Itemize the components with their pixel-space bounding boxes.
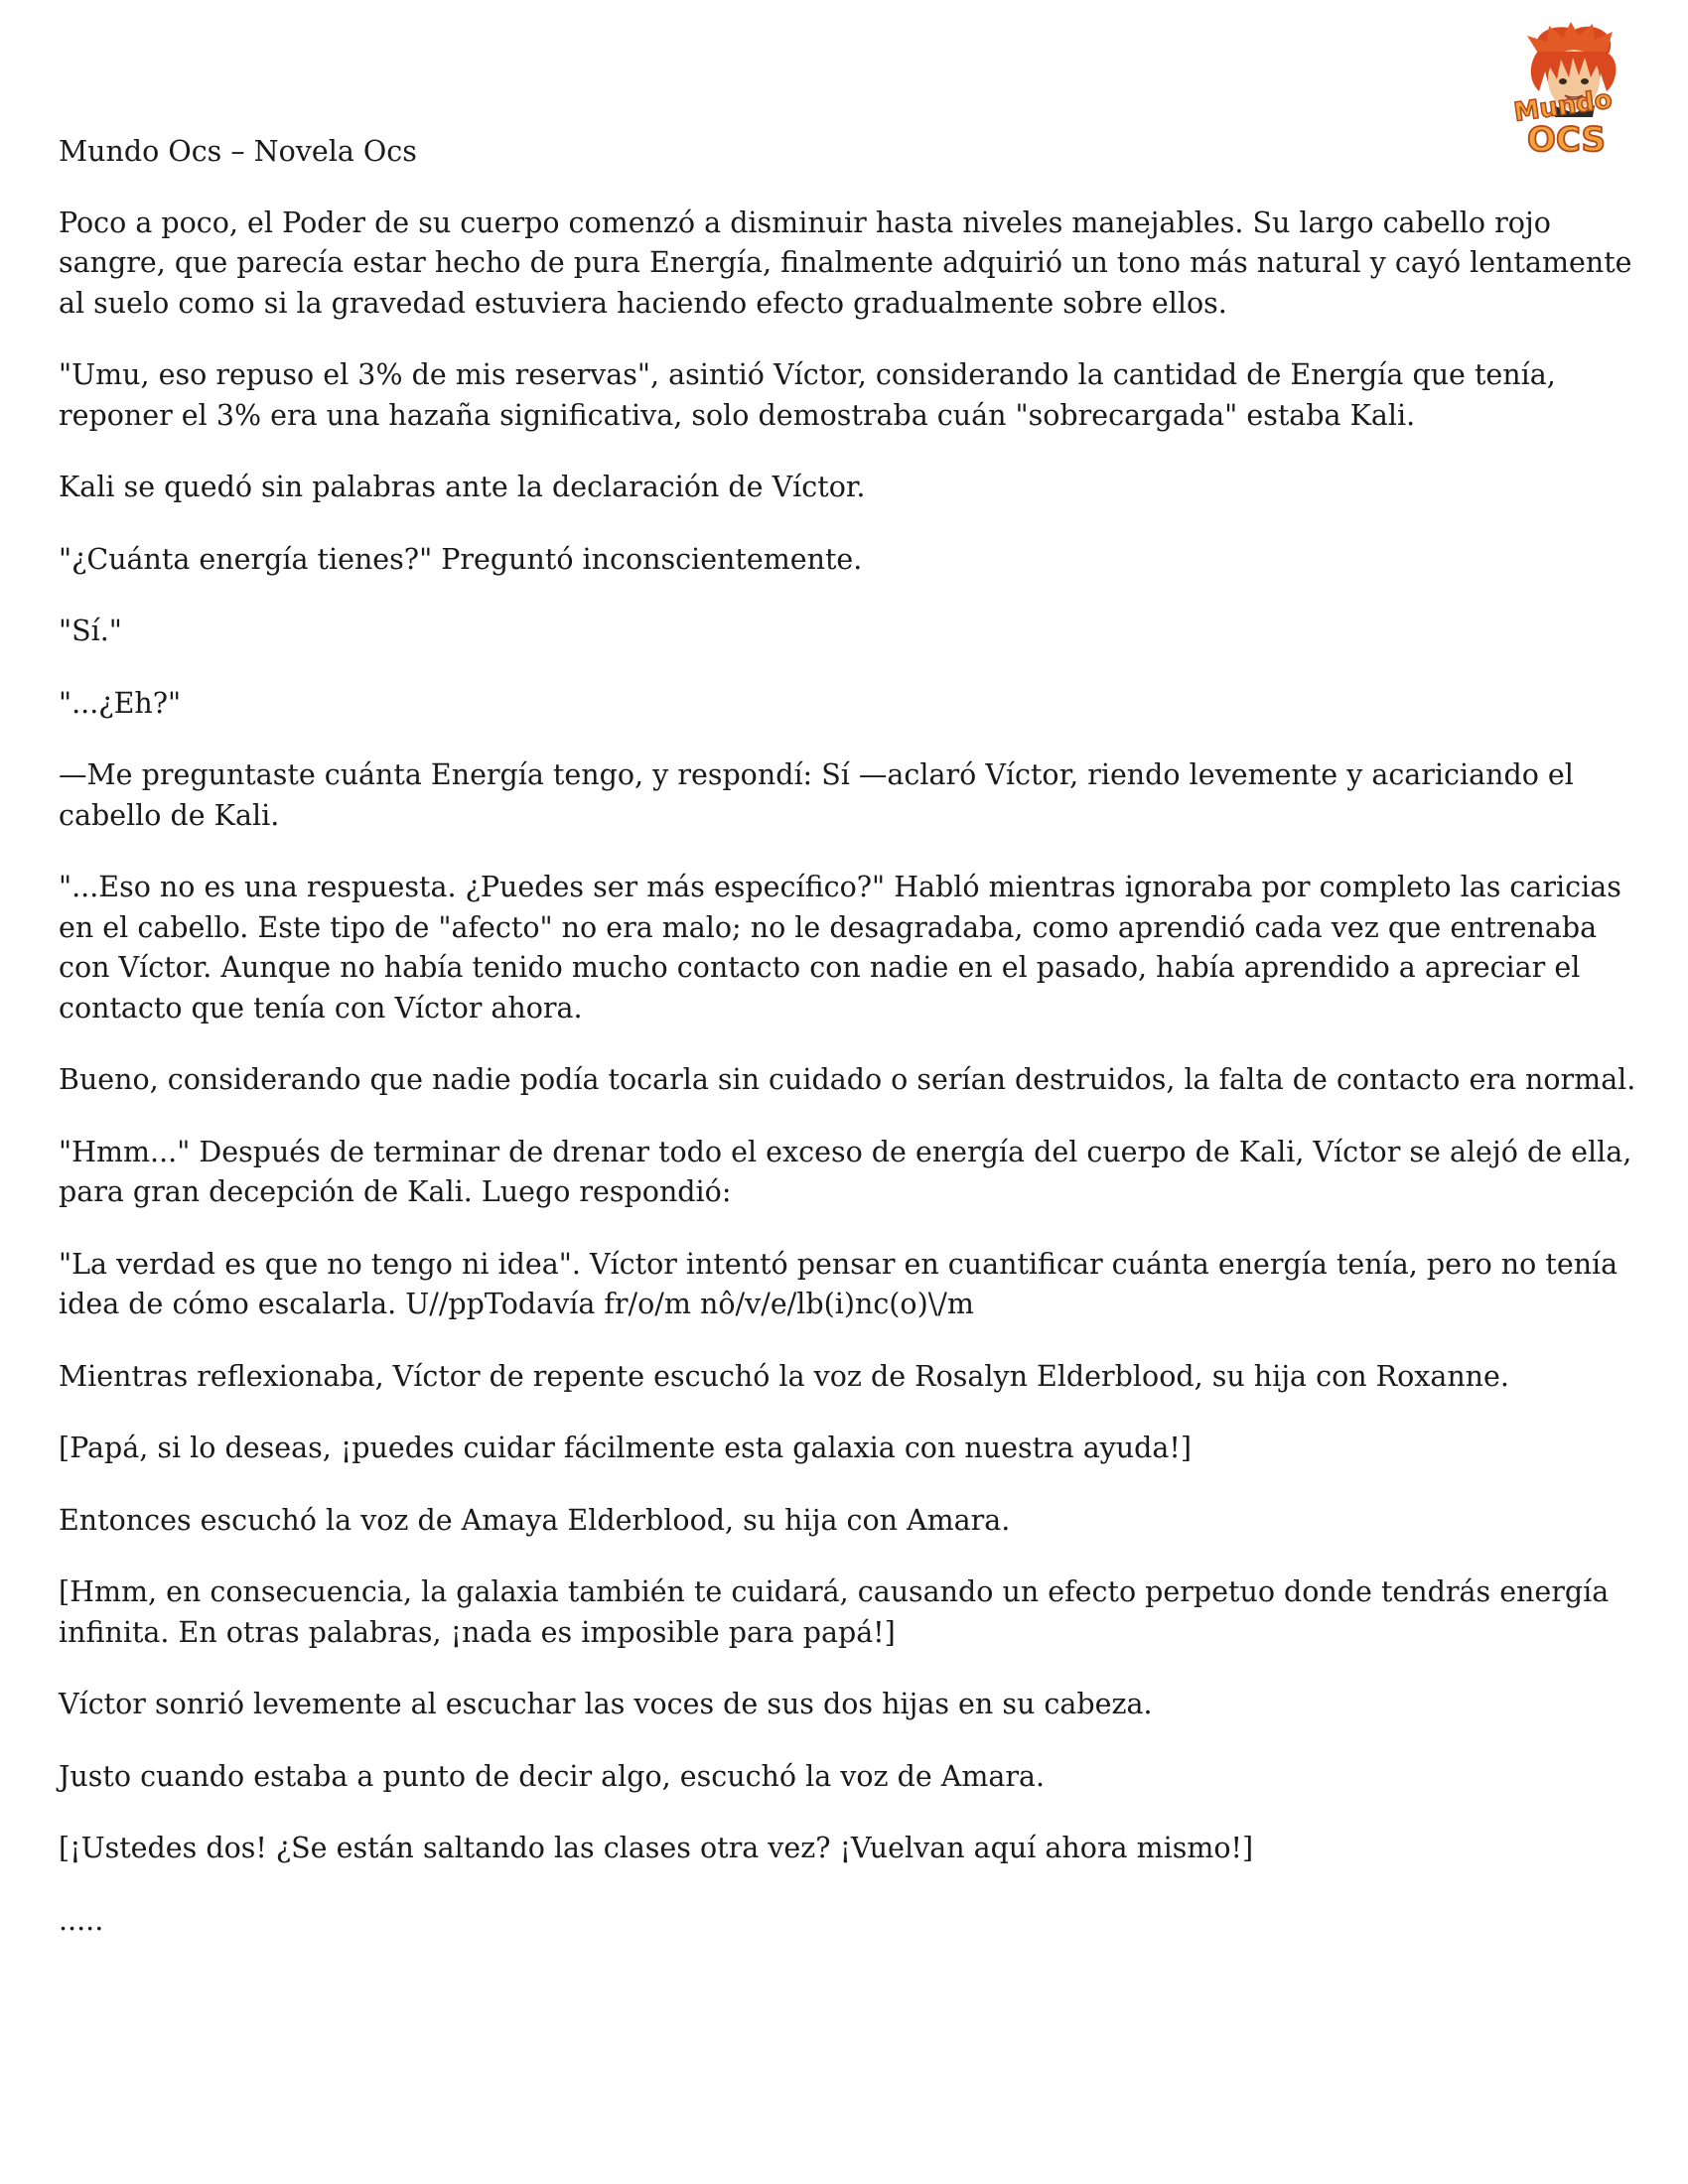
paragraph: Víctor sonrió levemente al escuchar las voces de sus dos hijas en su cabeza.: [59, 1688, 1153, 1720]
paragraph: [Hmm, en consecuencia, la galaxia también te cuidará, causando un efecto perpetuo donde tendrás energía infinita. En otras palabras, ¡nada es imposible para papá!]: [59, 1575, 1610, 1649]
svg-text:OCS: OCS: [1527, 120, 1606, 156]
paragraph: "...Eso no es una respuesta. ¿Puedes ser más específico?" Habló mientras ignoraba por completo las caricias en el cabello. Este tipo de "afecto" no era malo; no le desagradaba, como aprendió cada vez que entrenaba con Víctor. Aunque no había tenido mucho contacto con nadie en el pasado, había aprendido a apreciar el contacto que tenía con Víctor ahora.: [59, 871, 1621, 1024]
paragraph: [Papá, si lo deseas, ¡puedes cuidar fácilmente esta galaxia con nuestra ayuda!]: [59, 1432, 1192, 1464]
paragraph: Poco a poco, el Poder de su cuerpo comenzó a disminuir hasta niveles manejables. Su largo cabello rojo sangre, que parecía estar hecho de pura Energía, finalmente adquirió un tono más natural y cayó lentamente al suelo como si la gravedad estuviera haciendo efecto gradualmente sobre ellos.: [59, 205, 1632, 320]
paragraph: "Hmm..." Después de terminar de drenar todo el exceso de energía del cuerpo de Kali, Víctor se alejó de ella, para gran decepción de Kali. Luego respondió:: [59, 1135, 1632, 1208]
paragraph: Entonces escuchó la voz de Amaya Elderblood, su hija con Amara.: [59, 1503, 1011, 1537]
paragraph: Bueno, considerando que nadie podía tocarla sin cuidado o serían destruidos, la falta de contacto era normal.: [59, 1063, 1636, 1096]
paragraph: —Me preguntaste cuánta Energía tengo, y respondí: Sí —aclaró Víctor, riendo levemente y acariciando el cabello de Kali.: [59, 758, 1574, 832]
document-header: Mundo Ocs – Novela Ocs: [59, 135, 417, 168]
paragraph: Mientras reflexionaba, Víctor de repente escuchó la voz de Rosalyn Elderblood, su hija con Roxanne.: [59, 1359, 1509, 1393]
paragraph: "Umu, eso repuso el 3% de mis reservas", asintió Víctor, considerando la cantidad de Energía que tenía, reponer el 3% era una hazaña significativa, solo demostraba cuán "sobrecargada" estaba Kali.: [59, 358, 1556, 432]
document-body: [59, 132, 1647, 1973]
paragraph: "¿Cuánta energía tienes?" Preguntó inconscientemente.: [59, 542, 863, 576]
paragraph: "La verdad es que no tengo ni idea". Víctor intentó pensar en cuantificar cuánta energía tenía, pero no tenía idea de cómo escalarla. U//ppTodavía fr/o/m nô/v/e/lb(i)nc(o)\/m: [59, 1247, 1618, 1320]
paragraph-ellipsis: .....: [59, 1903, 104, 1937]
paragraph: [¡Ustedes dos! ¿Se están saltando las clases otra vez? ¡Vuelvan aquí ahora mismo!]: [59, 1832, 1254, 1864]
paragraph: "Sí.": [59, 614, 122, 647]
svg-text:Mundo: Mundo: [1511, 84, 1615, 128]
paragraph: "...¿Eh?": [59, 686, 182, 720]
paragraph: Kali se quedó sin palabras ante la declaración de Víctor.: [59, 471, 866, 503]
paragraph: Justo cuando estaba a punto de decir algo, escuchó la voz de Amara.: [59, 1759, 1046, 1793]
